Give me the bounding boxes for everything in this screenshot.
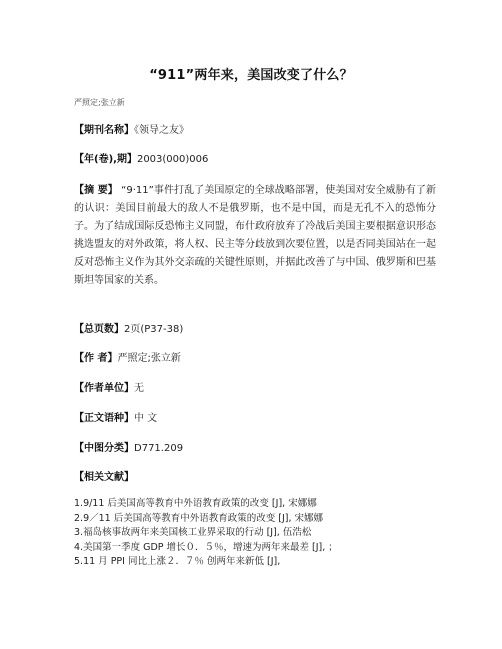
language-label: 【正文语种】: [74, 413, 134, 424]
abstract-label: 【摘 要】: [74, 185, 118, 196]
authors-line: 严照定;张立新: [74, 98, 125, 107]
year-issue-label: 【年(卷),期】: [74, 154, 137, 165]
related-literature-list: [74, 497, 454, 570]
journal-field: [74, 124, 434, 138]
authors-label: 【作 者】: [74, 353, 118, 364]
related-item: 1.9/11 后美国高等教育中外语教育政策的改变 [J], 宋娜娜: [74, 498, 317, 509]
affiliation-field: [74, 382, 434, 396]
abstract-field: [74, 182, 436, 290]
related-label: 【相关文献】: [74, 472, 134, 483]
language-field: [74, 412, 434, 426]
related-item: 4.美国第一季度 GDP 增长０．５％，增速为两年来最差 [J], ；: [74, 541, 338, 553]
related-item: 3.福岛核事故两年来美国核工业界采取的行动 [J], 伍浩松: [74, 527, 312, 539]
related-item: 5.11 月 PPI 同比上涨２．７％ 创两年来新低 [J],: [74, 556, 281, 568]
abstract-text: “9·11”事件打乱了美国原定的全球战略部署，使美国对安全威胁有了新的认识：美国目前最大的敌人不是俄罗斯，也不是中国，而是无孔不入的恐怖分子。为了结成国际反恐怖主义同盟，布什政府放弃了冷战后美国主要根据意识形态挑选盟友的对外政策，将人权、民主等分歧放到次要位置，以是否同美国站在一起反对恐怖主义作为其外交亲疏的关键性原则，并据此改善了与中国、俄罗斯和巴基斯坦等国家的关系。: [74, 185, 436, 286]
journal-label: 【期刊名称】: [74, 125, 134, 136]
document-title: “911”两年来，美国改变了什么？: [149, 68, 353, 83]
classification-value: D771.209: [134, 443, 184, 454]
pages-field: [74, 323, 434, 337]
journal-value: 《领导之友》: [134, 125, 189, 136]
authors-value: 严照定;张立新: [117, 353, 181, 364]
pages-value: 2页(P37-38): [124, 324, 184, 335]
related-heading: [74, 471, 434, 485]
authors-field: [74, 352, 434, 366]
affiliation-label: 【作者单位】: [74, 383, 134, 394]
pages-label: 【总页数】: [74, 324, 124, 335]
year-issue-field: [74, 153, 434, 167]
language-value: 中 文: [134, 413, 158, 424]
affiliation-value: 无: [134, 383, 144, 394]
year-issue-value: 2003(000)006: [136, 154, 209, 165]
related-item: 2.9／11 后美国高等教育中外语教育政策的改变 [J], 宋娜娜: [74, 512, 323, 524]
classification-field: [74, 442, 434, 456]
classification-label: 【中图分类】: [74, 443, 134, 454]
